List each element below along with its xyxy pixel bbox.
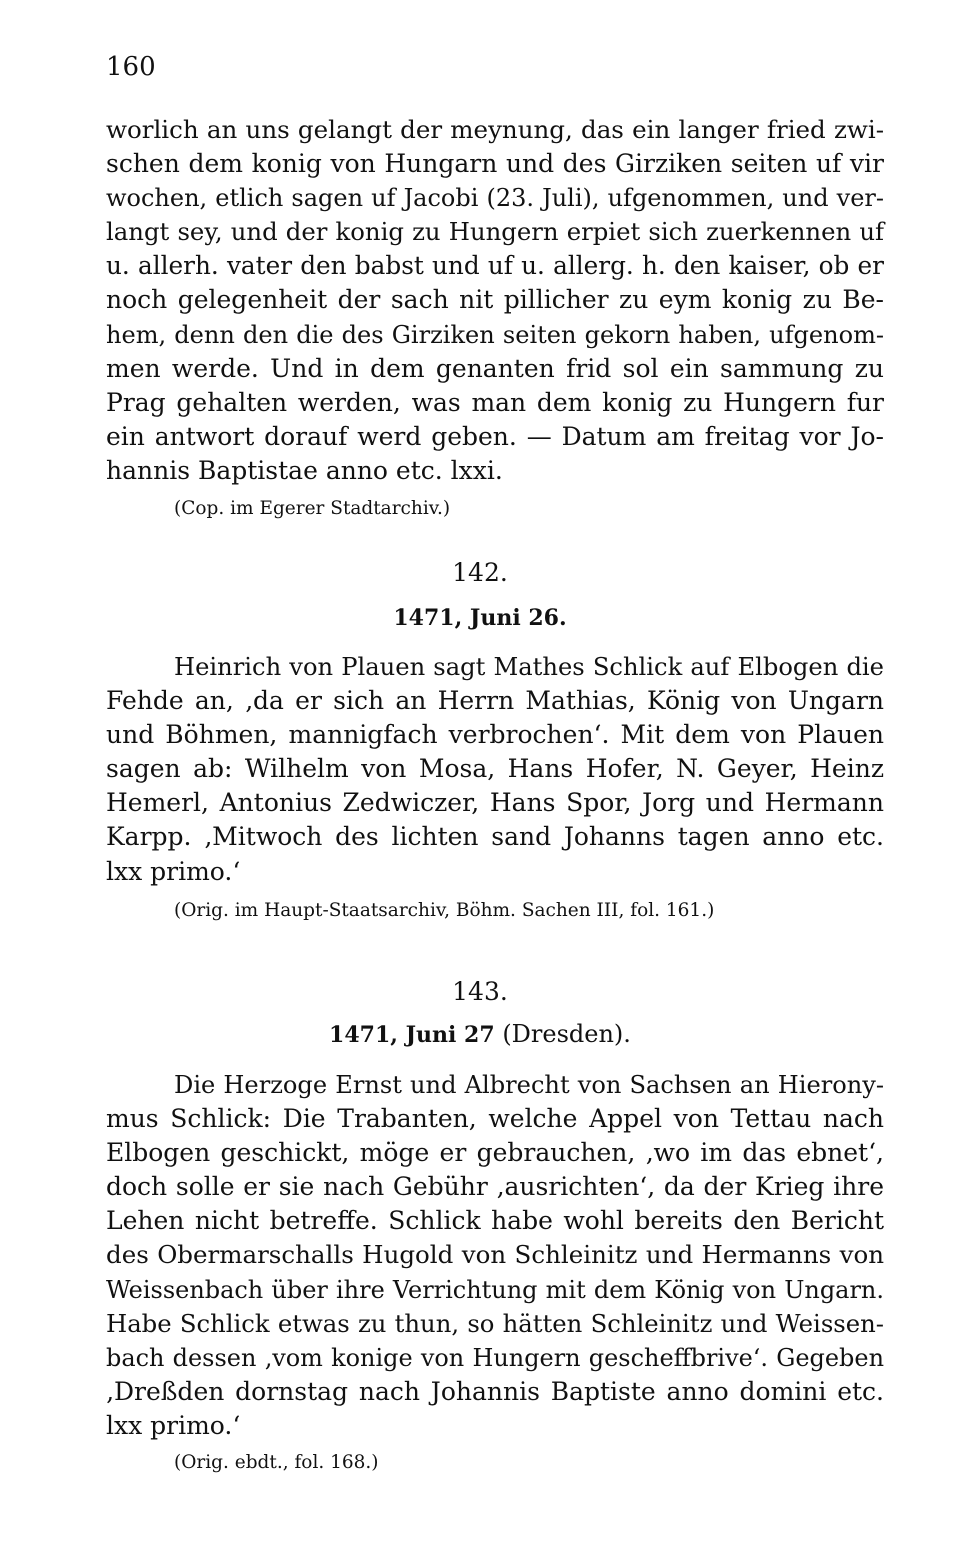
- document-date-value: 1471, Juni 27: [329, 1022, 495, 1048]
- text-line: u. allerh. vater den babst und uf u. allerg. h. den kaiser, ob er: [106, 251, 884, 281]
- text-line: lxx primo.‘: [106, 856, 241, 886]
- text-line: wochen, etlich sagen uf Jacobi (23. Juli), ufgenommen, und ver-: [106, 184, 884, 213]
- document-number: 143.: [452, 977, 508, 1006]
- page-number: 160: [106, 52, 156, 82]
- text-line: ‚Dreßden dornstag nach Johannis Baptiste anno domini etc.: [106, 1376, 884, 1406]
- document-summary: [106, 1068, 884, 1443]
- text-line: Elbogen geschickt, möge er gebrauchen, ‚wo im das ebnet‘,: [106, 1138, 884, 1168]
- source-note: (Orig. ebdt., fol. 168.): [174, 1452, 379, 1473]
- text-line: Heinrich von Plauen sagt Mathes Schlick auf Elbogen die: [174, 653, 884, 681]
- text-line: ein antwort dorauf werd geben. — Datum am freitag vor Jo-: [106, 421, 884, 451]
- text-line: lxx primo.‘: [106, 1410, 241, 1440]
- text-line: sagen ab: Wilhelm von Mosa, Hans Hofer, N. Geyer, Heinz: [106, 754, 884, 784]
- continuation-text: [106, 113, 884, 488]
- text-line: mus Schlick: Die Trabanten, welche Appel von Tettau nach: [106, 1104, 884, 1134]
- text-line: bach dessen ‚vom konige von Hungern gescheffbrive‘. Gegeben: [106, 1343, 884, 1372]
- text-line: Weissenbach über ihre Verrichtung mit dem König von Ungarn.: [106, 1275, 884, 1304]
- document-place: (Dresden).: [502, 1020, 631, 1048]
- text-line: Habe Schlick etwas zu thun, so hätten Schleinitz und Weissen-: [106, 1308, 884, 1338]
- document-date: 1471, Juni 26.: [393, 605, 567, 631]
- text-line: Hemerl, Antonius Zedwiczer, Hans Spor, Jorg und Hermann: [106, 788, 884, 818]
- text-line: worlich an uns gelangt der meynung, das ein langer fried zwi-: [106, 115, 884, 144]
- text-line: Karpp. ‚Mitwoch des lichten sand Johanns tagen anno etc.: [106, 822, 884, 852]
- text-line: Lehen nicht betreffe. Schlick habe wohl bereits den Bericht: [106, 1206, 884, 1236]
- text-line: und Böhmen, mannigfach verbrochen‘. Mit dem von Plauen: [106, 720, 884, 750]
- text-line: hem, denn den die des Girziken seiten gekorn haben, ufgenom-: [106, 320, 884, 349]
- text-line: Fehde an, ‚da er sich an Herrn Mathias, König von Ungarn: [106, 686, 884, 716]
- text-line: des Obermarschalls Hugold von Schleinitz und Hermanns von: [106, 1240, 884, 1270]
- text-line: noch gelegenheit der sach nit pillicher zu eym konig zu Be-: [106, 285, 884, 315]
- text-line: schen dem konig von Hungarn und des Girziken seiten uf vir: [106, 149, 884, 179]
- text-line: Prag gehalten werden, was man dem konig zu Hungern fur: [106, 387, 884, 417]
- document-date: [0, 1019, 960, 1050]
- text-line: langt sey, und der konig zu Hungern erpiet sich zuerkennen uf: [106, 217, 884, 247]
- document-number: 142.: [452, 558, 508, 587]
- document-summary: [106, 650, 884, 889]
- source-note: (Orig. im Haupt-Staatsarchiv, Böhm. Sachen III, fol. 161.): [174, 900, 715, 921]
- text-line: men werde. Und in dem genanten frid sol ein sammung zu: [106, 353, 884, 383]
- source-note: (Cop. im Egerer Stadtarchiv.): [174, 498, 451, 519]
- text-line: doch solle er sie nach Gebühr ‚ausrichten‘, da der Krieg ihre: [106, 1172, 884, 1202]
- text-line: hannis Baptistae anno etc. lxxi.: [106, 455, 503, 485]
- text-line: Die Herzoge Ernst und Albrecht von Sachsen an Hierony-: [174, 1071, 884, 1099]
